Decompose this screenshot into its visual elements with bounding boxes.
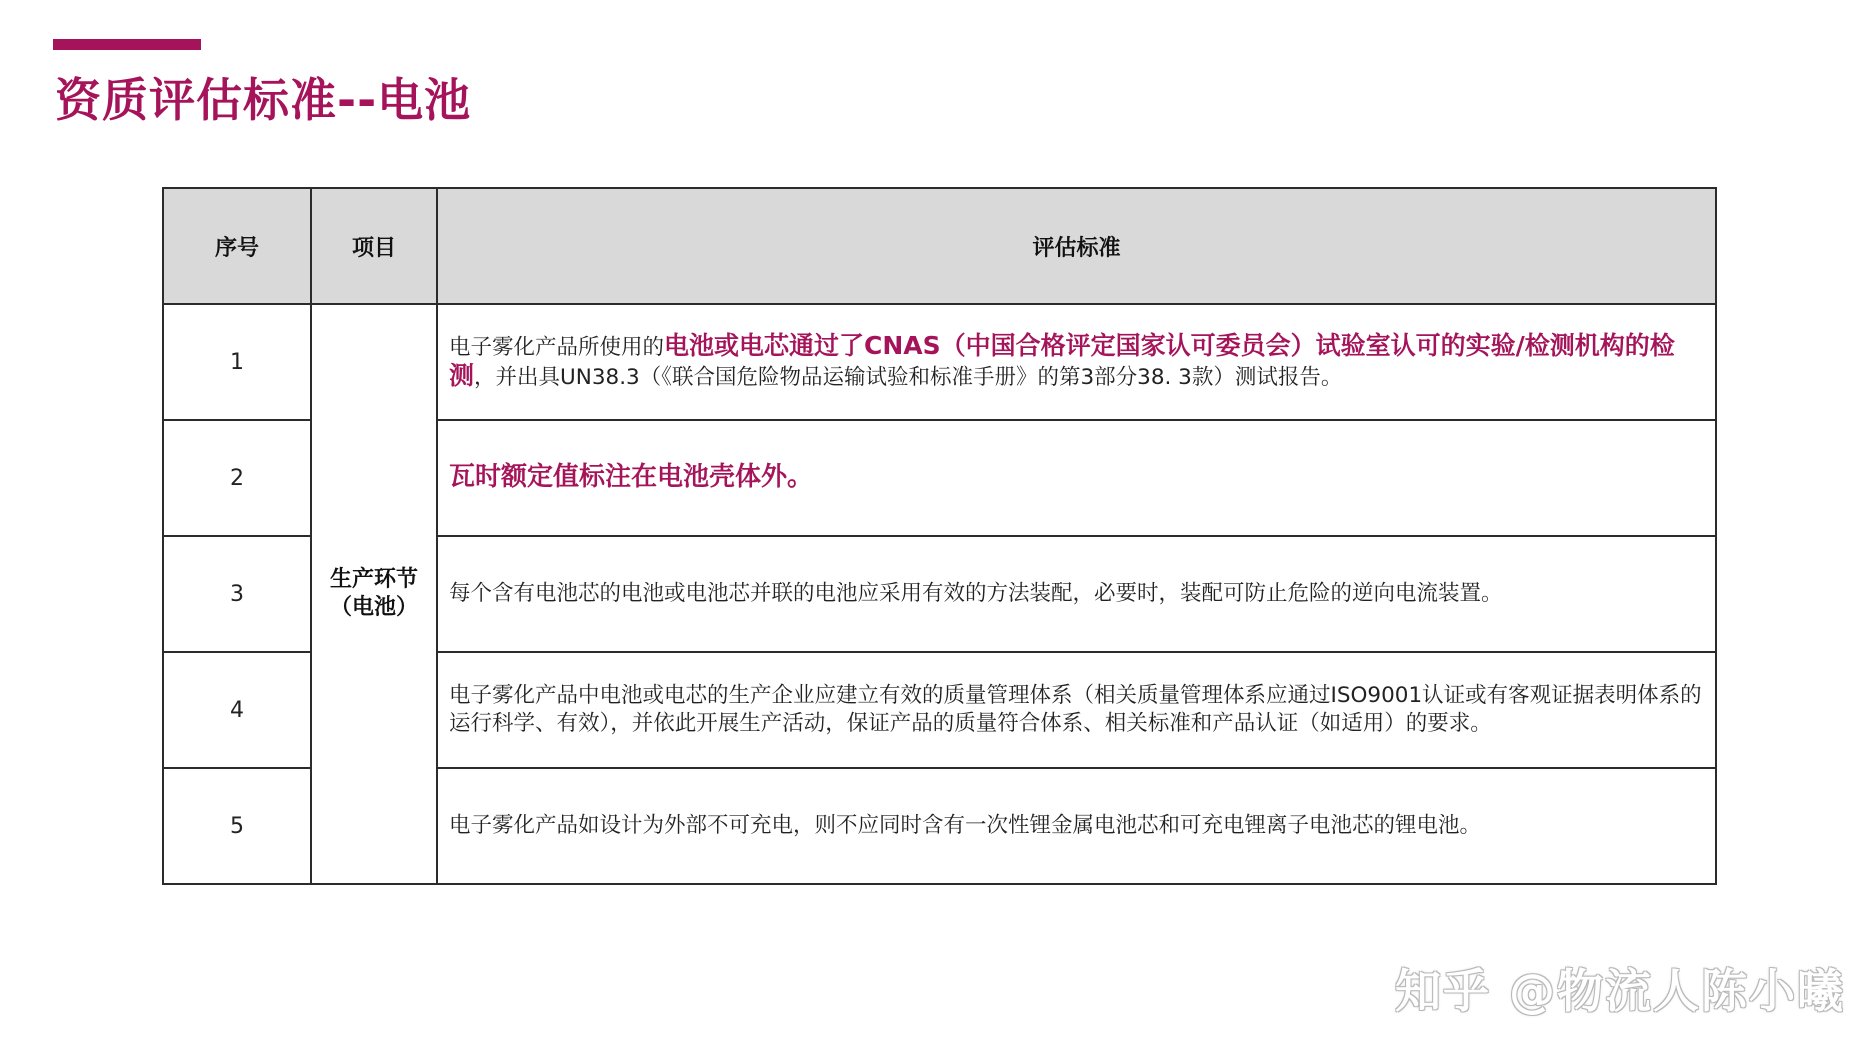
criteria-text: 电子雾化产品中电池或电芯的生产企业应建立有效的质量管理体系（相关质量管理体系应通过ISO9001认证或有客观证据表明体系的运行科学、有效），并依此开展生产活动，保证产品的质量符合体系、相关标准和产品认证（如适用）的要求。	[437, 652, 1716, 768]
criteria-text-suffix: ，并出具UN38.3（《联合国危险物品运输试验和标准手册》的第3部分38. 3款）测试报告。	[474, 365, 1343, 390]
item-label-line1: 生产环节	[329, 567, 418, 592]
table-row	[163, 304, 1716, 420]
criteria-highlight: 瓦时额定值标注在电池壳体外。	[449, 462, 814, 492]
row-number: 3	[163, 536, 311, 652]
table-header-row	[163, 188, 1716, 304]
row-number: 4	[163, 652, 311, 768]
criteria-text-prefix: 电子雾化产品所使用的	[449, 335, 665, 360]
criteria-table	[162, 187, 1717, 885]
item-label-line2: （电池）	[329, 595, 418, 620]
header-item: 项目	[311, 188, 437, 304]
header-criteria: 评估标准	[437, 188, 1716, 304]
row-number: 2	[163, 420, 311, 536]
page-title: 资质评估标准--电池	[55, 73, 472, 127]
header-no: 序号	[163, 188, 311, 304]
criteria-text: 电子雾化产品如设计为外部不可充电，则不应同时含有一次性锂金属电池芯和可充电锂离子电池芯的锂电池。	[437, 768, 1716, 884]
title-accent-bar	[53, 39, 201, 50]
row-number: 1	[163, 304, 311, 420]
row-number: 5	[163, 768, 311, 884]
watermark: 知乎 @物流人陈小曦	[1394, 964, 1845, 1018]
criteria-text	[437, 420, 1716, 536]
item-cell	[311, 304, 437, 884]
criteria-highlight: 电池或电芯通过了CNAS（中国合格评定国家认可委员会）试验室认可的实验/检测机构的检测	[449, 331, 1675, 390]
criteria-text	[437, 304, 1716, 420]
criteria-text: 每个含有电池芯的电池或电池芯并联的电池应采用有效的方法装配，必要时，装配可防止危险的逆向电流装置。	[437, 536, 1716, 652]
